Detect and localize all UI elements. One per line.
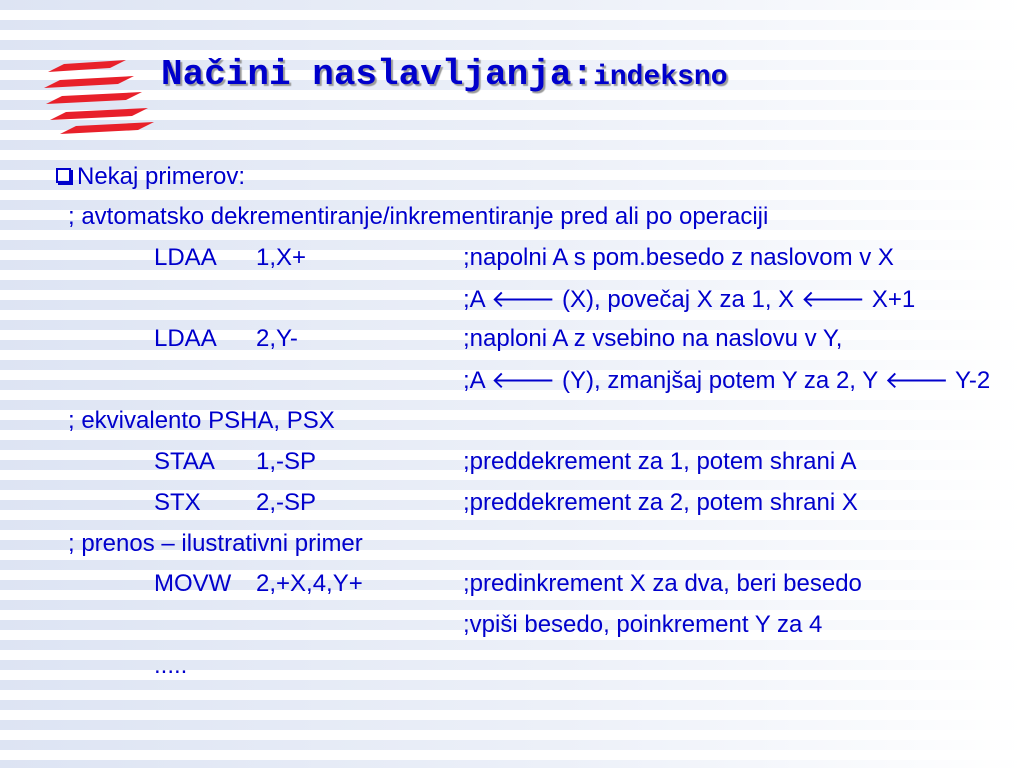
title-sub: indeksno [593, 62, 728, 93]
arrow-left-icon: 🡐 [884, 366, 949, 394]
arrow-left-icon: 🡐 [491, 366, 556, 394]
ellipsis: ..... [154, 652, 188, 679]
code-comment-continuation [463, 364, 990, 396]
code-mnemonic: LDAA [154, 325, 217, 352]
code-operand: 1,-SP [256, 448, 317, 475]
code-operand: 2,Y- [256, 325, 298, 352]
checkbox-bullet-icon [56, 168, 71, 183]
cont-text: Y-2 [948, 367, 991, 394]
code-operand: 1,X+ [256, 244, 307, 271]
code-comment: ;preddekrement za 2, potem shrani X [463, 489, 858, 516]
cont-text: X+1 [865, 286, 916, 313]
bullet-text: Nekaj primerov: [77, 163, 246, 190]
code-mnemonic: STX [154, 489, 201, 516]
code-comment-continuation: ;vpiši besedo, poinkrement Y za 4 [463, 611, 823, 638]
comment-line: ; ekvivalento PSHA, PSX [68, 407, 335, 434]
comment-line: ; avtomatsko dekrementiranje/inkrementiranje pred ali po operaciji [68, 203, 769, 230]
logo-icon [38, 52, 160, 140]
cont-text: ;A [463, 367, 492, 394]
code-comment: ;napolni A s pom.besedo z naslovom v X [463, 244, 894, 271]
arrow-left-icon: 🡐 [491, 285, 556, 313]
title-main: Načini naslavljanja: [161, 54, 594, 95]
slide-title [161, 54, 728, 95]
cont-text: (Y), zmanjšaj potem Y za 2, Y [555, 367, 885, 394]
bullet-heading [56, 161, 245, 193]
cont-text: ;A [463, 286, 492, 313]
code-comment: ;preddekrement za 1, potem shrani A [463, 448, 857, 475]
code-mnemonic: LDAA [154, 244, 217, 271]
code-operand: 2,+X,4,Y+ [256, 570, 363, 597]
arrow-left-icon: 🡐 [800, 285, 866, 313]
code-mnemonic: STAA [154, 448, 215, 475]
code-mnemonic: MOVW [154, 570, 232, 597]
code-operand: 2,-SP [256, 489, 317, 516]
cont-text: (X), povečaj X za 1, X [555, 286, 801, 313]
code-comment: ;naploni A z vsebino na naslovu v Y, [463, 325, 843, 352]
comment-line: ; prenos – ilustrativni primer [68, 530, 363, 557]
code-comment-continuation [463, 283, 915, 315]
code-comment: ;predinkrement X za dva, beri besedo [463, 570, 862, 597]
